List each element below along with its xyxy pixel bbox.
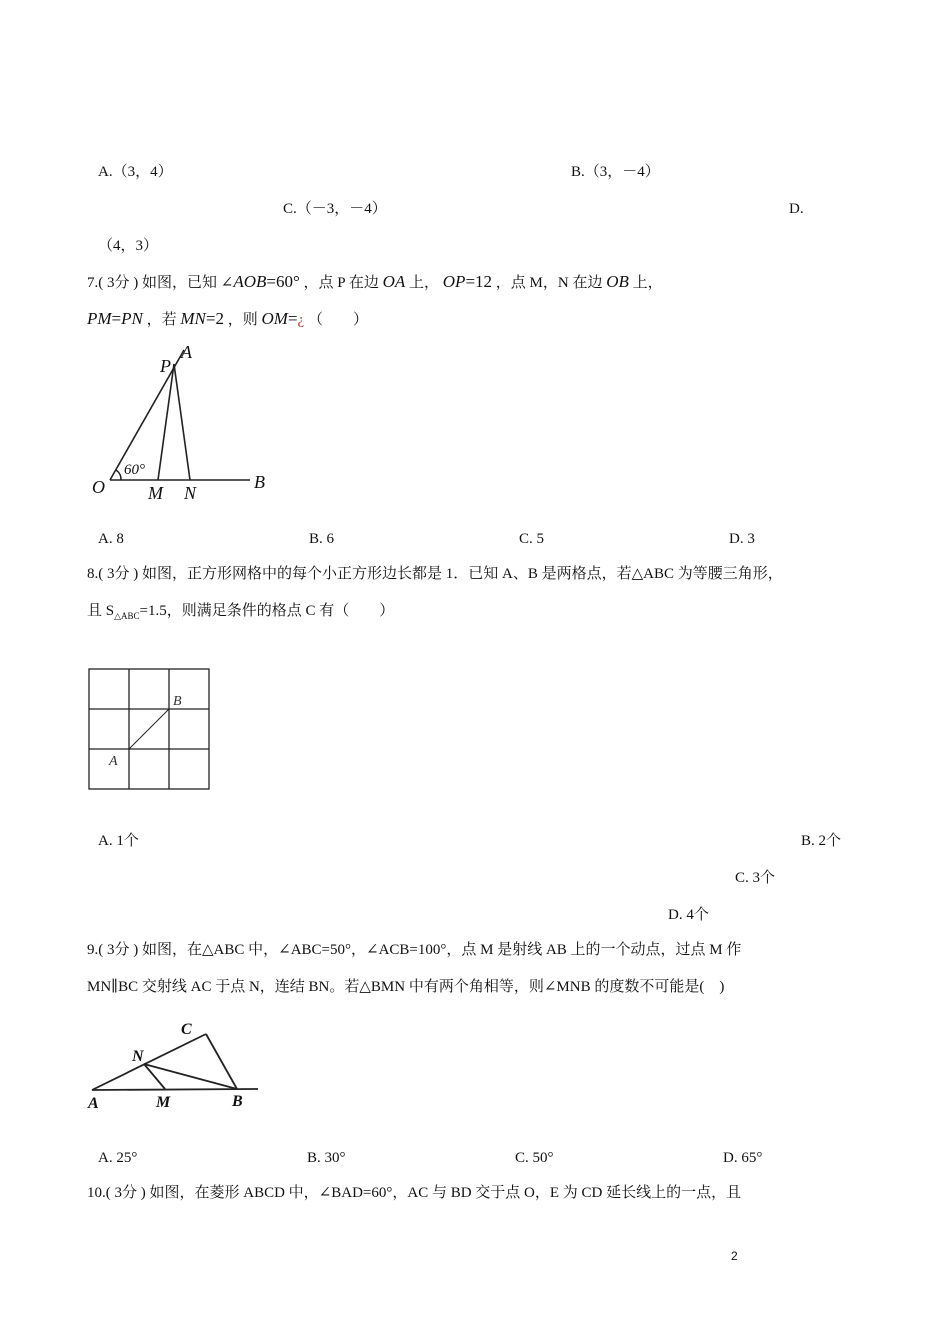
q9-figure	[86, 1016, 266, 1116]
q9-number: 9.	[87, 942, 99, 958]
q8-choice-d[interactable]: D. 4个	[668, 907, 709, 923]
q8-number: 8.	[87, 566, 99, 582]
q6-choice-d-label[interactable]: D.	[789, 201, 804, 217]
q8-text: 且 S	[87, 603, 115, 619]
angle-symbol: ∠	[220, 275, 234, 291]
q9-choice-b[interactable]: B. 30°	[307, 1150, 346, 1166]
q8-score: ( 3分 )	[98, 566, 139, 582]
q9-stem-line1	[87, 940, 741, 960]
segment-pn	[174, 364, 190, 480]
q7-figure	[88, 340, 278, 505]
math-om: OM	[261, 309, 288, 328]
math-pm: PM	[87, 309, 112, 328]
q7-stem-line1	[87, 271, 663, 294]
label-o: O	[92, 477, 105, 497]
label-p: P	[160, 356, 171, 376]
q8-choice-c[interactable]: C. 3个	[735, 870, 776, 886]
q9-choice-d[interactable]: D. 65°	[723, 1150, 763, 1166]
label-b: B	[254, 472, 265, 492]
q7-choice-b[interactable]: B. 6	[309, 531, 335, 547]
q7-text: 上，	[632, 275, 663, 291]
q7-text: ，点 M，N 在边	[495, 275, 603, 291]
label-b: B	[173, 694, 182, 709]
label-c: C	[181, 1021, 192, 1038]
q7-text: 上，	[409, 275, 440, 291]
q8-choice-a[interactable]: A. 1个	[98, 833, 139, 849]
label-n: N	[132, 1048, 144, 1065]
q9-text: 如图，在△ABC 中，∠ABC=50°，∠ACB=100°，点 M 是射线 AB 上的一个动点，过点 M 作	[142, 942, 742, 958]
q9-choice-a[interactable]: A. 25°	[98, 1150, 138, 1166]
segment-nb	[144, 1064, 237, 1089]
segment-ab	[129, 709, 169, 749]
label-b: B	[232, 1093, 243, 1110]
q10-stem-line1	[87, 1183, 741, 1203]
answer-paren: （ ）	[307, 312, 368, 328]
math-2: =2	[205, 309, 224, 328]
math-eq: =	[287, 309, 298, 328]
label-angle-60: 60°	[124, 462, 145, 478]
q7-text: 如图，已知	[142, 275, 218, 291]
label-m: M	[156, 1094, 171, 1111]
q7-text: ，则	[227, 312, 258, 328]
q9-stem-line2: MN∥BC 交射线 AC 于点 N，连结 BN。若△BMN 中有两个角相等，则∠MNB 的度数不可能是( )	[87, 979, 725, 995]
unknown-glyph: ¿	[297, 312, 305, 328]
q7-choice-c[interactable]: C. 5	[519, 531, 545, 547]
q8-text: 如图，正方形网格中的每个小正方形边长都是 1．已知 A、B 是两格点，若△ABC 为等腰三角形，	[142, 566, 783, 582]
q8-stem-line1	[87, 564, 783, 584]
q10-score: ( 3分 )	[105, 1185, 146, 1201]
q8-choice-b[interactable]: B. 2个	[801, 833, 842, 849]
page-number: 2	[731, 1249, 738, 1263]
label-n: N	[184, 483, 197, 503]
math-eq: =	[111, 309, 122, 328]
label-m: M	[148, 483, 163, 503]
math-mn: MN	[180, 309, 206, 328]
q10-number: 10.	[87, 1185, 106, 1201]
math-60deg: =60°	[266, 272, 300, 291]
math-ob: OB	[606, 272, 629, 291]
q6-choice-a[interactable]: A.（3，4）	[98, 164, 173, 180]
q7-number: 7.	[87, 275, 99, 291]
label-a: A	[88, 1095, 99, 1112]
q7-choice-d[interactable]: D. 3	[729, 531, 755, 547]
q9-choice-c[interactable]: C. 50°	[515, 1150, 554, 1166]
q7-score: ( 3分 )	[98, 275, 139, 291]
math-aob: AOB	[233, 272, 267, 291]
q7-choice-a[interactable]: A. 8	[98, 531, 124, 547]
q8-subscript: △ABC	[114, 611, 140, 621]
angle-arc	[116, 470, 121, 480]
q6-choice-b[interactable]: B.（3，－4）	[571, 164, 660, 180]
label-a: A	[109, 754, 118, 769]
math-pn: PN	[121, 309, 143, 328]
q8-text: =1.5，则满足条件的格点 C 有（ ）	[139, 603, 395, 619]
math-12: =12	[465, 272, 493, 291]
segment-cb	[206, 1034, 237, 1089]
q8-grid-figure	[88, 668, 212, 792]
label-a: A	[181, 342, 192, 362]
q10-text: 如图，在菱形 ABCD 中，∠BAD=60°，AC 与 BD 交于点 O，E 为 CD 延长线上的一点，且	[149, 1185, 742, 1201]
q7-stem-line2	[87, 308, 368, 331]
math-oa: OA	[382, 272, 406, 291]
math-op: OP	[442, 272, 466, 291]
q9-score: ( 3分 )	[98, 942, 139, 958]
ray-ac	[92, 1034, 206, 1090]
q8-stem-line2	[87, 601, 394, 626]
q6-choice-d-value: （4，3）	[98, 238, 159, 254]
q7-text: ，点 P 在边	[303, 275, 379, 291]
q6-choice-c[interactable]: C.（－3，－4）	[283, 201, 387, 217]
q7-text: ，若	[146, 312, 177, 328]
ray-ab	[92, 1089, 258, 1090]
